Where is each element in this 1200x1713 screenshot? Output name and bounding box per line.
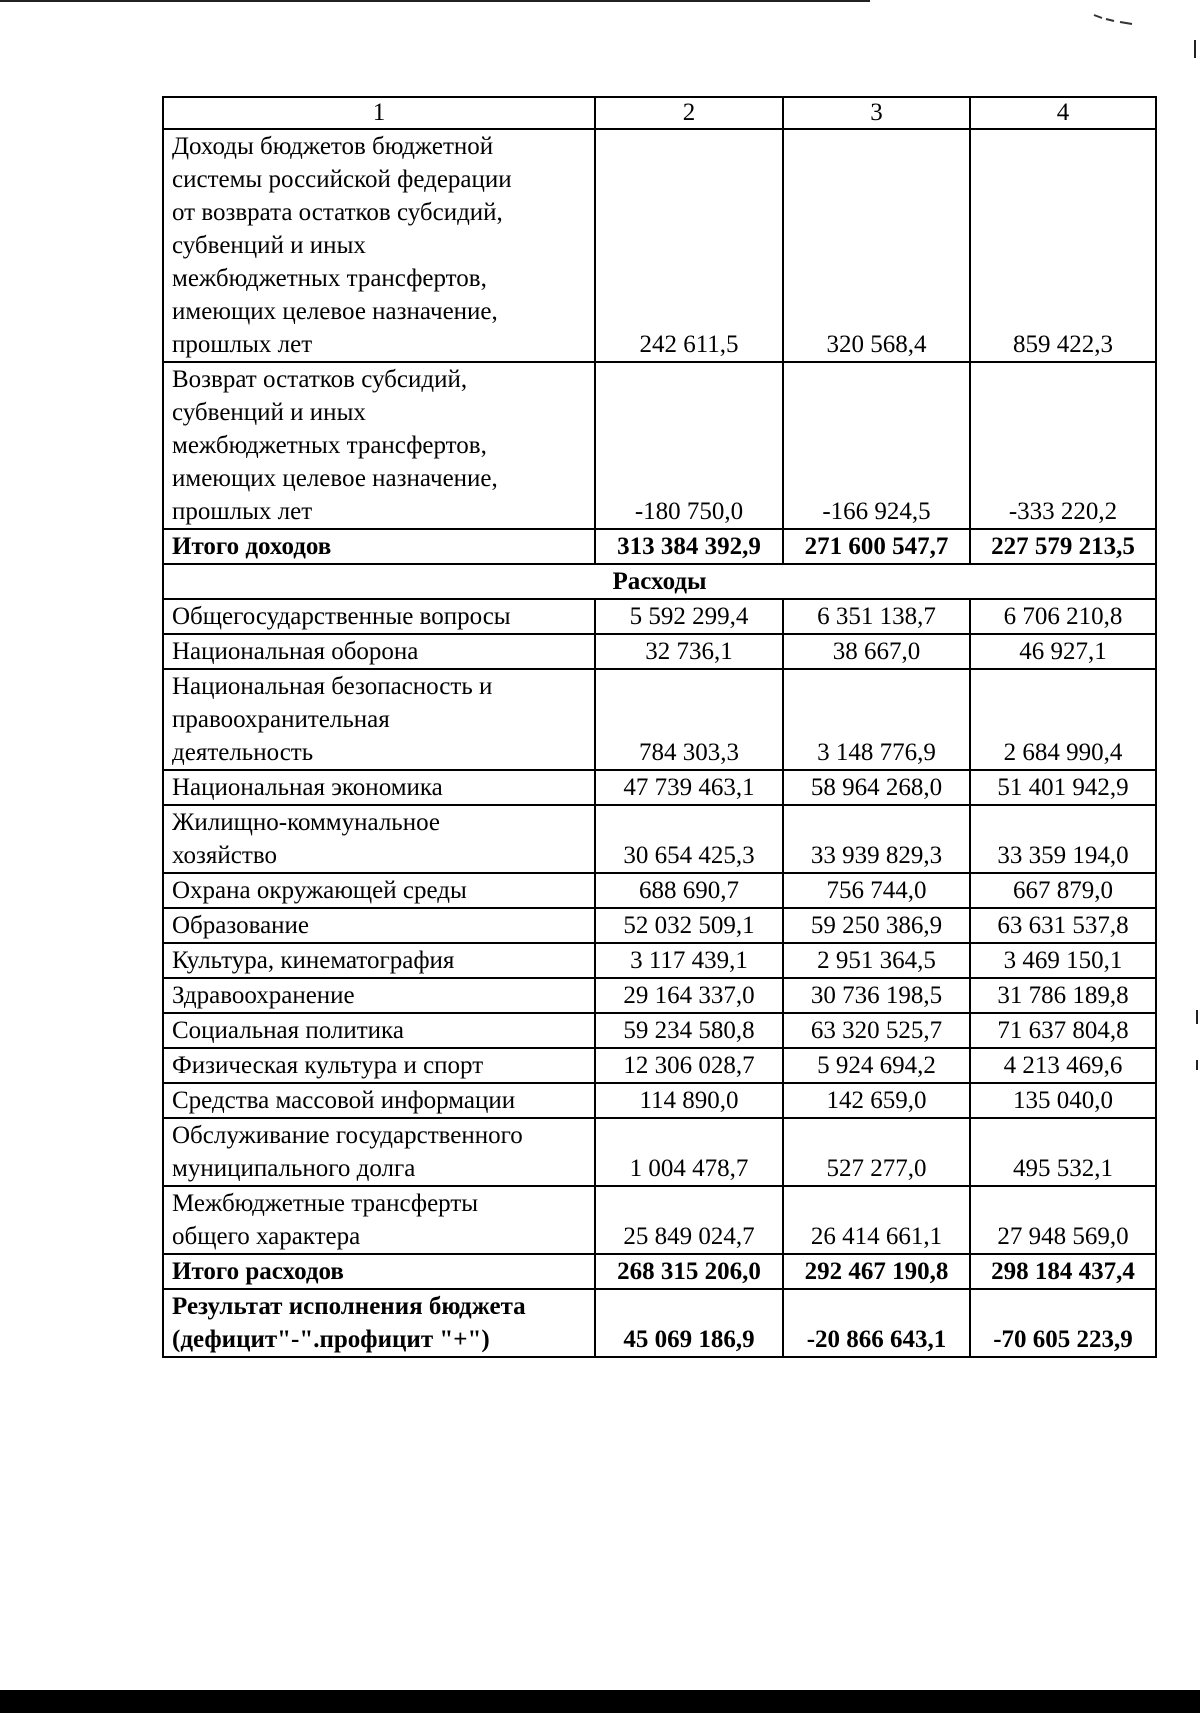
value-cell-col-3: 292 467 190,8 [783,1254,970,1289]
row-label [163,1013,595,1048]
row-label-line: общего характера [172,1223,361,1250]
value-cell-col-2: 688 690,7 [595,873,783,908]
row-label-line: Физическая культура и спорт [172,1052,484,1079]
value-cell-col-2: -180 750,0 [595,362,783,529]
table-row [163,599,1156,634]
value-cell-col-2: 59 234 580,8 [595,1013,783,1048]
row-label-line: субвенций и иных [172,399,366,426]
value-cell-col-4: 4 213 469,6 [970,1048,1156,1083]
table-row [163,908,1156,943]
scan-edge-mark [1194,40,1196,58]
row-label-line: Возврат остатков субсидий, [172,366,468,393]
table-row [163,1186,1156,1254]
row-label-line: муниципального долга [172,1155,416,1182]
scan-edge-line [0,0,870,2]
value-cell-col-2: 784 303,3 [595,669,783,770]
value-cell-col-4: 27 948 569,0 [970,1186,1156,1254]
row-label-line: Здравоохранение [172,982,355,1009]
value-cell-col-3: 38 667,0 [783,634,970,669]
table-row [163,770,1156,805]
scan-bottom-edge [0,1690,1200,1713]
value-cell-col-2: 45 069 186,9 [595,1289,783,1357]
value-cell-col-3: 58 964 268,0 [783,770,970,805]
row-label-line: (дефицит"-".профицит "+") [172,1326,490,1353]
row-label-line: Итого доходов [172,533,332,560]
row-label-line: Итого расходов [172,1258,344,1285]
row-label [163,770,595,805]
value-cell-col-2: 1 004 478,7 [595,1118,783,1186]
value-cell-col-4: 298 184 437,4 [970,1254,1156,1289]
section-header-row [163,564,1156,599]
value-cell-col-4: -333 220,2 [970,362,1156,529]
table-row [163,1048,1156,1083]
value-cell-col-2: 29 164 337,0 [595,978,783,1013]
row-label-line: имеющих целевое назначение, [172,298,498,325]
value-cell-col-2: 47 739 463,1 [595,770,783,805]
value-cell-col-3: 33 939 829,3 [783,805,970,873]
table-row [163,978,1156,1013]
row-label [163,529,595,564]
value-cell-col-2: 52 032 509,1 [595,908,783,943]
value-cell-col-4: 33 359 194,0 [970,805,1156,873]
row-label-line: Социальная политика [172,1017,404,1044]
row-label-line: Жилищно-коммунальное [172,809,440,836]
row-label-line: Обслуживание государственного [172,1122,523,1149]
value-cell-col-3: 320 568,4 [783,129,970,362]
row-label [163,873,595,908]
value-cell-col-3: 63 320 525,7 [783,1013,970,1048]
value-cell-col-4: 495 532,1 [970,1118,1156,1186]
value-cell-col-2: 32 736,1 [595,634,783,669]
value-cell-col-3: 756 744,0 [783,873,970,908]
value-cell-col-4: 667 879,0 [970,873,1156,908]
total-row [163,1254,1156,1289]
row-label-line: прошлых лет [172,498,313,525]
row-label-line: Национальная оборона [172,638,419,665]
section-title: Расходы [163,564,1156,599]
value-cell-col-3: 3 148 776,9 [783,669,970,770]
row-label-line: Культура, кинематография [172,947,455,974]
row-label [163,1289,595,1357]
row-label [163,669,595,770]
value-cell-col-3: 271 600 547,7 [783,529,970,564]
row-label-line: межбюджетных трансфертов, [172,432,487,459]
row-label-line: Результат исполнения бюджета [172,1293,526,1320]
row-label [163,805,595,873]
value-cell-col-2: 3 117 439,1 [595,943,783,978]
row-label-line: Национальная экономика [172,774,443,801]
value-cell-col-3: -166 924,5 [783,362,970,529]
value-cell-col-3: 30 736 198,5 [783,978,970,1013]
value-cell-col-4: 3 469 150,1 [970,943,1156,978]
value-cell-col-2: 30 654 425,3 [595,805,783,873]
row-label-line: Охрана окружающей среды [172,877,467,904]
row-label-line: субвенций и иных [172,232,366,259]
column-header: 1 [163,97,595,129]
row-label-line: межбюджетных трансфертов, [172,265,487,292]
row-label-line: Доходы бюджетов бюджетной [172,133,494,160]
value-cell-col-2: 242 611,5 [595,129,783,362]
row-label-line: Национальная безопасность и [172,673,493,700]
row-label [163,908,595,943]
row-label-line: деятельность [172,739,314,766]
row-label [163,943,595,978]
row-label [163,1118,595,1186]
row-label-line: прошлых лет [172,331,313,358]
row-label-line: Общегосударственные вопросы [172,603,511,630]
value-cell-col-4: 6 706 210,8 [970,599,1156,634]
row-label [163,1083,595,1118]
table-row [163,805,1156,873]
row-label-line: от возврата остатков субсидий, [172,199,503,226]
value-cell-col-3: 6 351 138,7 [783,599,970,634]
table-row [163,873,1156,908]
value-cell-col-3: -20 866 643,1 [783,1289,970,1357]
table-row [163,634,1156,669]
value-cell-col-4: 71 637 804,8 [970,1013,1156,1048]
column-number-header-row [163,97,1156,129]
scan-edge-mark [1196,1010,1198,1024]
value-cell-col-4: 859 422,3 [970,129,1156,362]
table-row [163,943,1156,978]
value-cell-col-4: 135 040,0 [970,1083,1156,1118]
total-row [163,529,1156,564]
value-cell-col-3: 26 414 661,1 [783,1186,970,1254]
budget-table [162,96,1157,1358]
value-cell-col-4: -70 605 223,9 [970,1289,1156,1357]
value-cell-col-4: 51 401 942,9 [970,770,1156,805]
value-cell-col-3: 527 277,0 [783,1118,970,1186]
column-header: 2 [595,97,783,129]
value-cell-col-3: 5 924 694,2 [783,1048,970,1083]
row-label-line: имеющих целевое назначение, [172,465,498,492]
value-cell-col-2: 25 849 024,7 [595,1186,783,1254]
row-label [163,1254,595,1289]
value-cell-col-2: 114 890,0 [595,1083,783,1118]
row-label-line: Межбюджетные трансферты [172,1190,479,1217]
value-cell-col-2: 313 384 392,9 [595,529,783,564]
row-label-line: правоохранительная [172,706,390,733]
value-cell-col-4: 63 631 537,8 [970,908,1156,943]
row-label [163,599,595,634]
scan-edge-mark [1196,1060,1198,1070]
value-cell-col-2: 5 592 299,4 [595,599,783,634]
row-label-line: Образование [172,912,310,939]
value-cell-col-4: 227 579 213,5 [970,529,1156,564]
value-cell-col-2: 268 315 206,0 [595,1254,783,1289]
row-label [163,978,595,1013]
column-header: 3 [783,97,970,129]
table-row [163,362,1156,529]
row-label-line: Средства массовой информации [172,1087,516,1114]
budget-table-body [163,97,1156,1357]
row-label [163,1048,595,1083]
row-label-line: хозяйство [172,842,277,869]
value-cell-col-4: 2 684 990,4 [970,669,1156,770]
value-cell-col-2: 12 306 028,7 [595,1048,783,1083]
value-cell-col-3: 2 951 364,5 [783,943,970,978]
table-row [163,669,1156,770]
scan-artifact-mark [1092,12,1134,26]
row-label [163,129,595,362]
row-label [163,634,595,669]
column-header: 4 [970,97,1156,129]
table-row [163,1013,1156,1048]
table-row [163,1083,1156,1118]
total-row [163,1289,1156,1357]
value-cell-col-4: 31 786 189,8 [970,978,1156,1013]
table-row [163,129,1156,362]
value-cell-col-4: 46 927,1 [970,634,1156,669]
value-cell-col-3: 59 250 386,9 [783,908,970,943]
value-cell-col-3: 142 659,0 [783,1083,970,1118]
row-label [163,1186,595,1254]
row-label-line: системы российской федерации [172,166,512,193]
table-row [163,1118,1156,1186]
row-label [163,362,595,529]
